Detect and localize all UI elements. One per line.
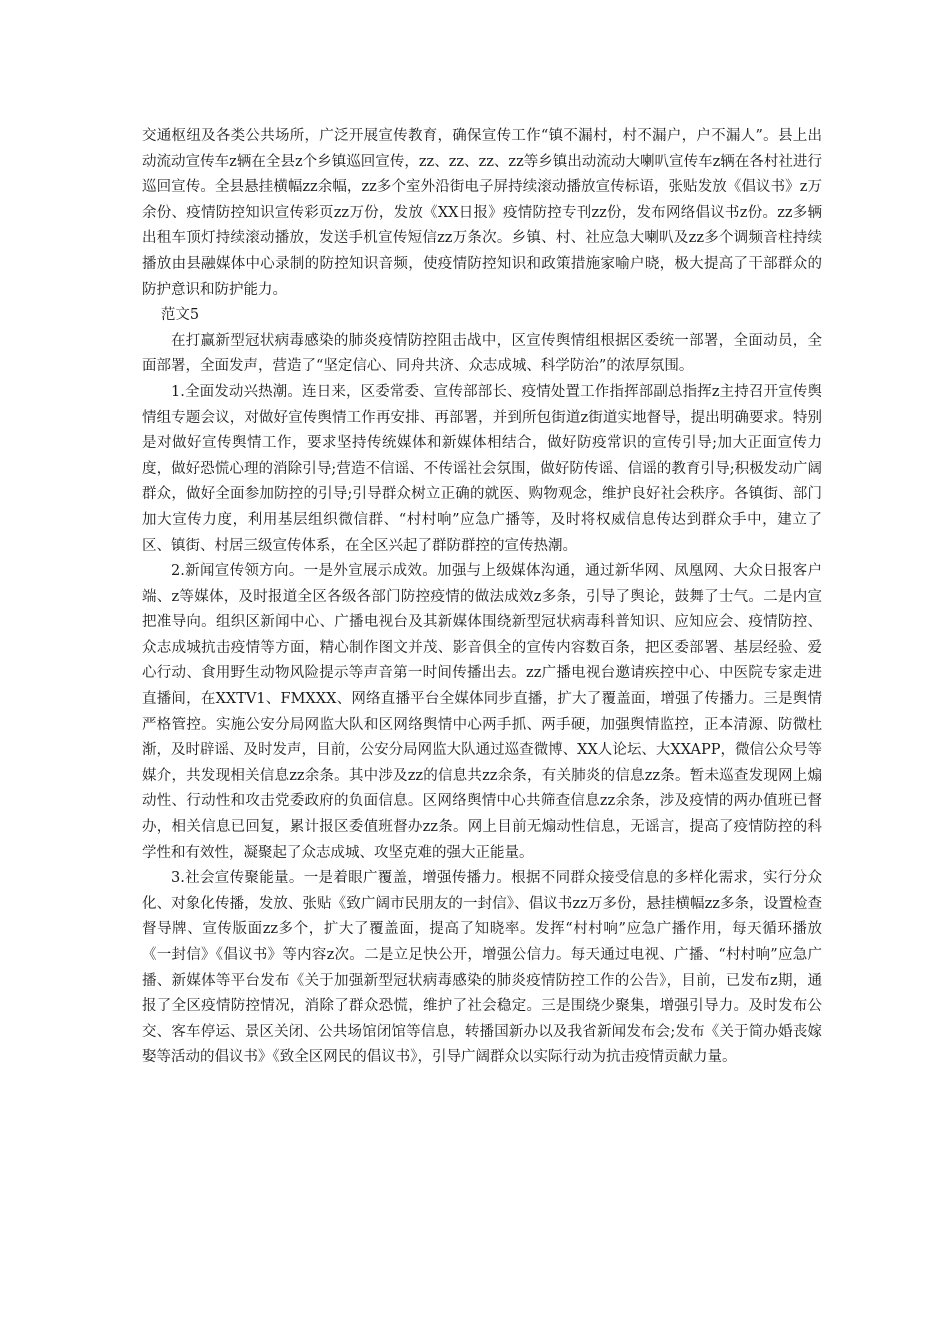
item-2-paragraph: 2.新闻宣传领方向。一是外宣展示成效。加强与上级媒体沟通，通过新华网、凤凰网、大众日报客户端、z等媒体，及时报道全区各级各部门防控疫情的做法成效z多条，引导了舆论，鼓舞了士气。二是内宣把准导向。组织区新闻中心、广播电视台及其新媒体围绕新型冠状病毒科普知识、应知应会、疫情防控、众志成城抗击疫情等方面，精心制作图文并茂、影音俱全的宣传内容数百条，把区委部署、基层经验、爱心行动、食用野生动物风险提示等声音第一时间传播出去。zz广播电视台邀请疾控中心、中医院专家走进直播间，在XXTV1、FMXXX、网络直播平台全媒体同步直播，扩大了覆盖面，增强了传播力。三是舆情严格管控。实施公安分局网监大队和区网络舆情中心两手抓、两手硬，加强舆情监控，正本清源、防微杜渐，及时辟谣、及时发声，目前，公安分局网监大队通过巡查微博、XX人论坛、大XXAPP，微信公众号等媒介，共发现相关信息zz余条。其中涉及zz的信息共zz余条，有关肺炎的信息zz条。暂未巡查发现网上煽动性、行动性和攻击党委政府的负面信息。区网络舆情中心共筛查信息zz余条，涉及疫情的两办值班已督办，相关信息已回复，累计报区委值班督办zz条。网上目前无煽动性信息，无谣言，提高了疫情防控的科学性和有效性，凝聚起了众志成城、攻坚克难的强大正能量。 [142,563,822,861]
section-heading: 范文5 [160,307,200,324]
item-1-paragraph: 1.全面发动兴热潮。连日来，区委常委、宣传部部长、疫情处置工作指挥部副总指挥z主持召开宣传舆情组专题会议，对做好宣传舆情工作再安排、再部署，并到所包街道z街道实地督导，提出明确要求。特别是对做好宣传舆情工作，要求坚持传统媒体和新媒体相结合，做好防疫常识的宣传引导;加大正面宣传力度，做好恐慌心理的消除引导;营造不信谣、不传谣社会氛围，做好防传谣、信谣的教育引导;积极发动广阔群众，做好全面参加防控的引导;引导群众树立正确的就医、购物观念，维护良好社会秩序。各镇街、部门加大宣传力度，利用基层组织微信群、“村村响”应急广播等，及时将权威信息传达到群众手中，建立了区、镇街、村居三级宣传体系，在全区兴起了群防群控的宣传热潮。 [142,383,822,554]
continuation-paragraph: 交通枢纽及各类公共场所，广泛开展宣传教育，确保宣传工作“镇不漏村，村不漏户，户不漏人”。县上出动流动宣传车z辆在全县z个乡镇巡回宣传，zz、zz、zz、zz等乡镇出动流动大喇叭宣传车z辆在各村社进行巡回宣传。全县悬挂横幅zz余幅，zz多个室外沿街电子屏持续滚动播放宣传标语，张贴发放《倡议书》z万余份、疫情防控知识宣传彩页zz万份，发放《XX日报》疫情防控专刊zz份，发布网络倡议书z份。zz多辆出租车顶灯持续滚动播放，发送手机宣传短信zz万条次。乡镇、村、社应急大喇叭及zz多个调频音柱持续播放由县融媒体中心录制的防控知识音频，使疫情防控知识和政策措施家喻户晓，极大提高了干部群众的防护意识和防护能力。 [142,128,822,298]
intro-paragraph: 在打赢新型冠状病毒感染的肺炎疫情防控阻击战中，区宣传舆情组根据区委统一部署，全面动员，全面部署，全面发声，营造了“坚定信心、同舟共济、众志成城、科学防治”的浓厚氛围。 [142,332,822,375]
item-3-paragraph: 3.社会宣传聚能量。一是着眼广覆盖，增强传播力。根据不同群众接受信息的多样化需求，实行分众化、对象化传播，发放、张贴《致广阔市民朋友的一封信》、倡议书zz万多份，悬挂横幅zz多条，设置检查督导牌、宣传版面zz多个，扩大了覆盖面，提高了知晓率。发挥“村村响”应急广播作用，每天循环播放《一封信》《倡议书》等内容z次。二是立足快公开，增强公信力。每天通过电视、广播、“村村响”应急广播、新媒体等平台发布《关于加强新型冠状病毒感染的肺炎疫情防控工作的公告》，目前，已发布z期，通报了全区疫情防控情况，消除了群众恐慌，维护了社会稳定。三是围绕少聚集，增强引导力。及时发布公交、客车停运、景区关闭、公共场馆闭馆等信息，转播国新办以及我省新闻发布会;发布《关于简办婚丧嫁娶等活动的倡议书》《致全区网民的倡议书》，引导广阔群众以实际行动为抗击疫情贡献力量。 [142,870,822,1066]
document-body [142,124,822,1071]
